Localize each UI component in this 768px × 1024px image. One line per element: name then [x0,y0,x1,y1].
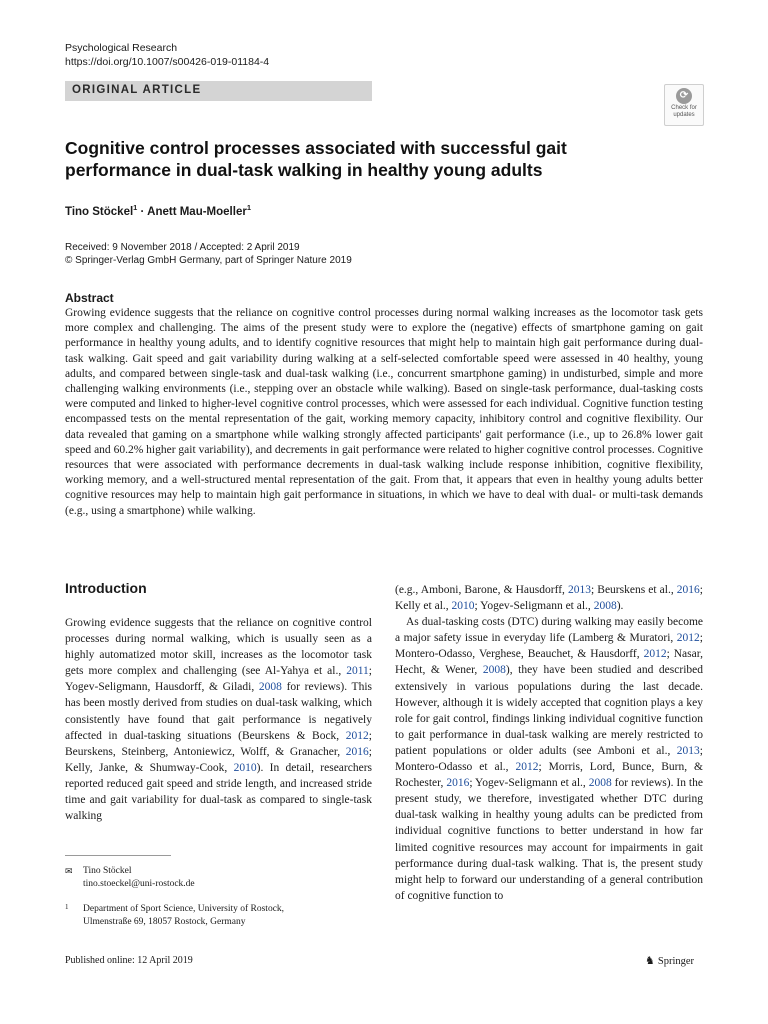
body-text: ), they have been studied and described extensively in various populations during the last decade. However, although it is widely accepted that cognition plays a key role for gait control, findings linking individual cognitive function to gait performance in dual-task walking are merely restricted to patient populations or older adults (see Amboni et al., [395,664,703,757]
citation-link[interactable]: 2012 [643,648,667,661]
doi-link[interactable]: https://doi.org/10.1007/s00426-019-01184-4 [65,56,270,68]
contact-email-link[interactable]: tino.stoeckel@uni-rostock.de [83,879,195,889]
citation-link[interactable]: 2016 [345,745,369,758]
affiliation-number: 1 [65,903,69,911]
citation-link[interactable]: 2010 [451,600,475,613]
citation-link[interactable]: 2013 [568,584,591,596]
citation-link[interactable]: 2012 [515,761,539,774]
author-name[interactable]: Tino Stöckel [65,205,134,218]
introduction-right-column [395,582,703,904]
published-online-date: Published online: 12 April 2019 [65,955,193,966]
check-for-updates-line-2: updates [673,112,695,118]
body-text: ; Montero-Odasso, Verghese, Beauchet, & Hausdorff, [395,632,703,661]
check-for-updates-button[interactable] [664,84,704,126]
envelope-icon: ✉ [65,866,73,876]
author-list [65,203,251,218]
body-text: ). In detail, researchers reported reduced gait speed and stride length, and increased stride time and gait variability for dual-task as compared to single-task walking [65,761,372,823]
citation-link[interactable]: 2016 [676,584,700,596]
introduction-left-column [65,615,372,824]
footnote-divider [65,855,171,856]
body-text: ; Yogev-Seligmann et al., [469,777,589,790]
body-text: ; Kelly et al., [395,584,703,613]
author-separator: · [137,205,148,218]
citation-link[interactable]: 2012 [676,632,700,645]
citation-link[interactable]: 2011 [346,665,369,678]
citation-link[interactable]: 2012 [345,729,369,742]
author-affiliation-marker: 1 [246,203,251,212]
citation-link[interactable]: 2008 [482,664,506,677]
body-text: As dual-tasking costs (DTC) during walking may easily become a major safety issue in everyday life (Lamberg & Muratori, [395,616,703,645]
introduction-heading: Introduction [65,580,147,596]
article-type-bar [65,81,372,101]
abstract-heading: Abstract [65,291,114,305]
body-text: ; Yogev-Seligmann et al., [474,600,594,613]
check-for-updates-line-1: Check for [671,105,697,111]
paragraph [395,582,703,614]
journal-header [65,41,269,69]
abstract-text: Growing evidence suggests that the reliance on cognitive control processes during normal walking increases as the locomotor task gets more complex and challenging. The aims of the present study were to explore the (negative) effects of smartphone gaming on gait performance in healthy young adults, and to identify cognitive resources that might help to maintain high gait performance during dual-task walking. Gait speed and gait variability during walking at a self-selected comfortable speed were assessed in 40 healthy, young adults, and compared between single-task and dual-task walking (i.e., concurrent smartphone gaming) in undisturbed, simple and more challenging walking environments (i.e., stepping over an obstacle while walking). Based on single-task performance, dual-tasking costs were computed and linked to higher-level cognitive control processes, which were assessed for each individual. Cognitive function testing encompassed tests on the mental representation of the gait, working memory capacity, inhibitory control and cognitive flexibility. Our data revealed that gaming on a smartphone while walking strongly affected participants' gait performance (i.e., up to 26.8% lower gait speed and 60.2% higher gait variability), and decrements in gait performance were related to higher cognitive control processes. Cognitive resources that were associated with performance decrements in dual-task walking include response inhibition, cognitive flexibility, working memory, and a well-structured mental representation of the gait. From that, it appears that even in healthy young adults better cognitive resources may help to maintain high gait performance in situations, in which we have to deal with dual- or multi-task demands (e.g., using a smartphone) while walking. [65,307,703,517]
body-text: Growing evidence suggests that the reliance on cognitive control processes during normal walking, which is usually seen as a highly automatized motor skill, increases as the locomotor task gets more complex and challenging (see Al-Yahya et al., [65,617,372,678]
body-text: (e.g., Amboni, Barone, & Hausdorff, [395,584,568,596]
received-accepted-dates: Received: 9 November 2018 / Accepted: 2 April 2019 [65,242,300,253]
body-text: ). [616,600,624,613]
body-text: ; Beurskens et al., [591,584,677,596]
article-dates [65,241,352,267]
citation-link[interactable]: 2008 [588,777,612,790]
citation-link[interactable]: 2016 [446,777,470,790]
body-text: for reviews). In the present study, we therefore, investigated whether DTC during dual-task walking in healthy young adults can be predicted from individual cognitive functions to better understand in how far limited cognitive resources may account for impairments in gait performance during dual-task walking. That is, the present study might help to forward our understanding of a general contribution of cognitive function to [395,777,703,902]
contact-name: Tino Stöckel [83,866,132,876]
springer-horse-icon: ♞ [645,955,655,967]
copyright-line: © Springer-Verlag GmbH Germany, part of Springer Nature 2019 [65,255,352,266]
check-for-updates-icon: ⟳ [676,88,692,104]
title-line-1: Cognitive control processes associated with successful gait [65,138,567,158]
title-line-2: performance in dual-task walking in healthy young adults [65,160,543,180]
body-text: ; Beurskens, Steinberg, Antoniewicz, Wolff, & Granacher, [65,729,372,758]
body-text: ; Yogev-Seligmann, Hausdorff, & Giladi, [65,665,372,694]
author-name[interactable]: Anett Mau-Moeller [147,205,247,218]
citation-link[interactable]: 2008 [593,600,617,613]
paragraph [395,614,703,904]
author-affiliation-marker: 1 [133,203,138,212]
affiliation-line-2: Ulmenstraße 69, 18057 Rostock, Germany [83,917,246,927]
citation-link[interactable]: 2008 [258,681,282,694]
publisher-name: Springer [657,956,695,967]
body-text: ; Kelly, Janke, & Shumway-Cook, [65,745,372,774]
publisher-logo[interactable] [645,954,694,967]
body-text: ; Nasar, Hecht, & Wener, [395,648,703,677]
body-text: ; Morris, Lord, Bunce, Burn, & Rochester, [395,761,703,790]
article-title [65,137,625,181]
citation-link[interactable]: 2010 [233,761,257,774]
article-type-label: ORIGINAL ARTICLE [72,84,202,96]
body-text: for reviews). This has been mostly derived from studies on dual-task walking, which consistently have found that gait performance is negatively affected in dual-tasking situations (Beurskens & Bock, [65,681,372,742]
affiliation-line-1: Department of Sport Science, University of Rostock, [83,904,285,914]
citation-link[interactable]: 2013 [676,744,700,757]
journal-name: Psychological Research [65,42,178,54]
body-text: ; Montero-Odasso et al., [395,744,703,774]
